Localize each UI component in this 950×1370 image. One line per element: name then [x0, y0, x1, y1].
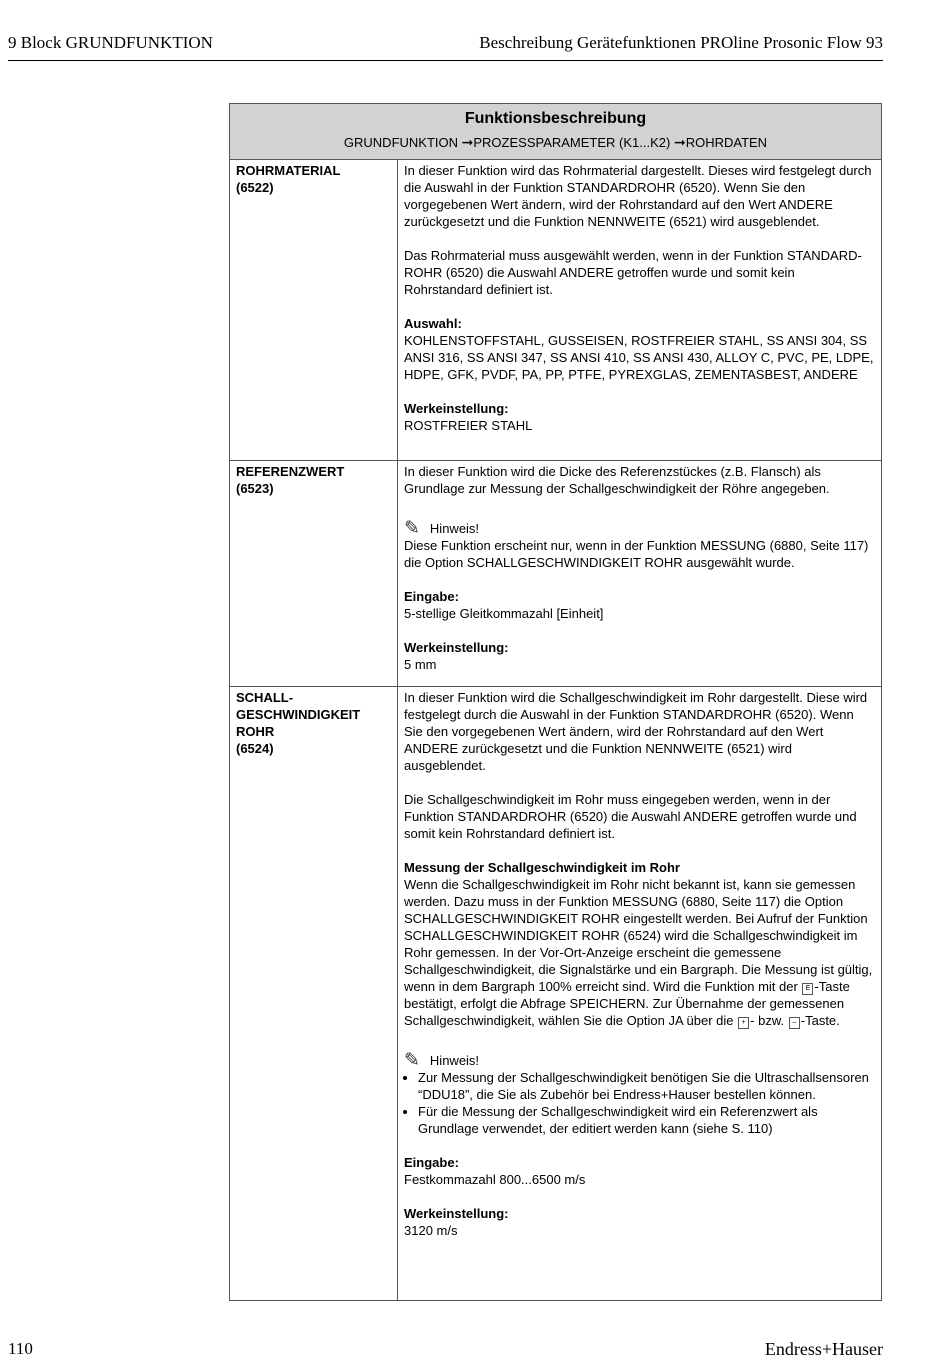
default-section	[404, 1205, 875, 1239]
page-header	[8, 30, 883, 61]
description-paragraph: Die Schallgeschwindigkeit im Rohr muss eingegeben werden, wenn in der Funktion STANDARDROHR (6520) die Auswahl ANDERE getroffen wurde und somit kein Rohrstandard definiert ist.	[404, 792, 857, 841]
function-description	[398, 160, 881, 460]
default-section	[404, 400, 875, 434]
function-code: (6524)	[236, 741, 274, 756]
note-text: Diese Funktion erscheint nur, wenn in der Funktion MESSUNG (6880, Seite 117) die Option SCHALLGESCHWINDIGKEIT ROHR ausgewählt wurde.	[404, 538, 869, 570]
note-header	[404, 1046, 875, 1069]
function-label	[230, 160, 398, 460]
table-row-schallgeschwindigkeit-rohr	[230, 687, 881, 1301]
input-format: Festkommazahl 800...6500 m/s	[404, 1172, 586, 1187]
measurement-text: - bzw.	[750, 1013, 785, 1028]
path-level-3: ROHRDATEN	[685, 135, 768, 150]
brand-logo: Endress+Hauser	[764, 1339, 883, 1359]
choice-section	[404, 315, 875, 383]
measurement-heading: Messung der Schallgeschwindigkeit im Rohr	[404, 860, 680, 875]
minus-key-icon: –	[789, 1017, 800, 1029]
function-name: GESCHWINDIGKEIT	[236, 707, 361, 722]
arrow-icon: ➞	[461, 134, 474, 150]
plus-key-icon: +	[738, 1017, 749, 1029]
chapter-title: 9 Block GRUNDFUNKTION	[8, 33, 213, 52]
function-name: ROHRMATERIAL	[236, 163, 341, 178]
path-level-2: PROZESSPARAMETER (K1...K2)	[473, 135, 671, 150]
note-list	[404, 1069, 875, 1137]
function-name: SCHALL-	[236, 690, 294, 705]
default-heading: Werkeinstellung:	[404, 640, 509, 655]
function-description	[398, 687, 881, 1301]
default-value: ROSTFREIER STAHL	[404, 418, 533, 433]
pencil-icon: ✎	[404, 1050, 420, 1071]
measurement-text: -Taste bestätigt, erfolgt die Abfrage SPEICHERN. Zur Übernahme der gemessenen Schallgeschwindigkeit, wählen Sie die Option JA über die	[404, 979, 850, 1028]
note-heading: Hinweis!	[429, 521, 480, 536]
function-name: ROHR	[236, 724, 275, 739]
function-table	[229, 103, 882, 1301]
function-code: (6523)	[236, 481, 274, 496]
enter-key-icon: E	[802, 983, 813, 995]
choice-heading: Auswahl:	[404, 316, 462, 331]
default-value: 3120 m/s	[404, 1223, 458, 1238]
description-paragraph: In dieser Funktion wird das Rohrmaterial dargestellt. Dieses wird festgelegt durch die Auswahl in der Funktion STANDARDROHR (6520). Wenn Sie den vorgegebenen Wert ändern, wird der Rohrstandard auf den Wert ANDERE zurückgesetzt und die Funktion NENNWEITE (6521) wird ausgeblendet.	[404, 163, 872, 229]
arrow-icon: ➞	[673, 134, 686, 150]
function-code: (6522)	[236, 180, 274, 195]
note-item: • Zur Messung der Schallgeschwindigkeit benötigen Sie die Ultraschallsensoren “DDU18”, die Sie als Zubehör bei Endress+Hauser bestellen können.	[418, 1069, 875, 1103]
table-row-rohrmaterial	[230, 160, 881, 461]
function-name: REFERENZWERT	[236, 464, 345, 479]
function-description	[398, 461, 881, 686]
input-heading: Eingabe:	[404, 589, 459, 604]
default-heading: Werkeinstellung:	[404, 1206, 509, 1221]
default-section	[404, 639, 875, 673]
menu-path	[230, 134, 881, 151]
default-heading: Werkeinstellung:	[404, 401, 509, 416]
measurement-text: Wenn die Schallgeschwindigkeit im Rohr nicht bekannt ist, kann sie gemessen werden. Dazu muss in der Funktion MESSUNG (6880, Seite 117) die Option SCHALLGESCHWINDIGKEIT ROHR eingestellt werden. Bei Aufruf der Funktion SCHALLGESCHWINDIGKEIT ROHR (6524) wird die Schallgeschwindigkeit im Rohr gemessen. In der Vor-Ort-Anzeige erscheint die gemessene Schallgeschwindigkeit, die Signalstärke und ein Bargraph. Die Messung ist gültig, wenn in dem Bargraph 100% erreicht sind. Wird die Funktion mit der	[404, 877, 873, 994]
note-item: • Für die Messung der Schallgeschwindigkeit wird ein Referenzwert als Grundlage verwendet, der editiert werden kann (siehe S. 110)	[418, 1103, 875, 1137]
note-heading: Hinweis!	[429, 1053, 480, 1068]
description-paragraph: In dieser Funktion wird die Dicke des Referenzstückes (z.B. Flansch) als Grundlage zur Messung der Schallgeschwindigkeit der Röhre angegeben.	[404, 464, 830, 496]
pencil-icon: ✎	[404, 518, 420, 539]
description-paragraph: In dieser Funktion wird die Schallgeschwindigkeit im Rohr dargestellt. Diese wird festgelegt durch die Auswahl in der Funktion STANDARDROHR (6520). Wenn Sie den vorgegebenen Wert ändern, wird der Rohrstandard auf den Wert ANDERE zurückgesetzt und die Funktion NENNWEITE (6521) wird ausgeblendet.	[404, 690, 868, 773]
page-number: 110	[8, 1339, 33, 1358]
function-label	[230, 687, 398, 1301]
table-row-referenzwert	[230, 461, 881, 687]
description-paragraph: Das Rohrmaterial muss ausgewählt werden, wenn in der Funktion STANDARD-ROHR (6520) die Auswahl ANDERE getroffen wurde und somit kein Rohrstandard definiert ist.	[404, 248, 862, 297]
function-label	[230, 461, 398, 686]
input-section	[404, 588, 875, 622]
measurement-section	[404, 859, 875, 1029]
table-title: Funktionsbeschreibung	[464, 110, 647, 127]
input-format: 5-stellige Gleitkommazahl [Einheit]	[404, 606, 604, 621]
input-heading: Eingabe:	[404, 1155, 459, 1170]
note-header	[404, 514, 875, 537]
choice-options: KOHLENSTOFFSTAHL, GUSSEISEN, ROSTFREIER STAHL, SS ANSI 304, SS ANSI 316, SS ANSI 347, SS ANSI 410, SS ANSI 430, ALLOY C, PVC, PE, LDPE, HDPE, GFK, PVDF, PA, PP, PTFE, PYREXGLAS, ZEMENTASBEST, ANDERE	[404, 333, 874, 382]
measurement-text: -Taste.	[800, 1013, 840, 1028]
input-section	[404, 1154, 875, 1188]
path-level-1: GRUNDFUNKTION	[343, 135, 459, 150]
table-header	[230, 104, 881, 160]
default-value: 5 mm	[404, 657, 437, 672]
document-title: Beschreibung Gerätefunktionen PROline Prosonic Flow 93	[479, 33, 883, 52]
